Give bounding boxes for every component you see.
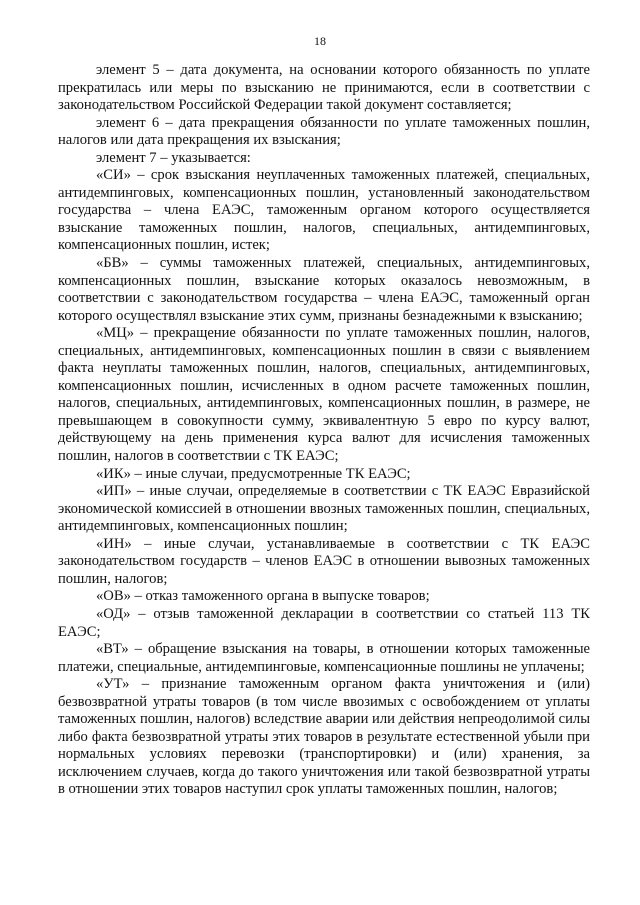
paragraph-element-7: элемент 7 – указывается: — [96, 149, 251, 166]
paragraph-code-ik: «ИК» – иные случаи, предусмотренные ТК ЕАЭС; — [96, 465, 411, 482]
paragraph-code-vt: «ВТ» – обращение взыскания на товары, в отношении которых таможенные платежи, специальные, антидемпинговые, компенсационные пошлины не уплачены; — [58, 641, 590, 675]
paragraph-code-mts: «МЦ» – прекращение обязанности по уплате таможенных пошлин, налогов, специальных, антидемпинговых, компенсационных пошлин в связи с выявлением факта неуплаты таможенных пошлин, налогов, специальных, антидемпинговых, компенсационных пошлин, исчисленных в одном расчете таможенных пошлин, налогов, специальных, антидемпинговых, компенсационных пошлин, в размере, не превышающем в совокупности сумму, эквивалентную 5 евро по курсу валют, действующему на день применения курса валют для исчисления таможенных пошлин, налогов в соответствии с ТК ЕАЭС; — [58, 325, 590, 465]
paragraph-code-od: «ОД» – отзыв таможенной декларации в соответствии со статьей 113 ТК ЕАЭС; — [58, 605, 590, 640]
paragraph-code-bv: «БВ» – суммы таможенных платежей, специальных, антидемпинговых, компенсационных пошлин, взыскание которых оказалось невозможным, в соответствии с законодательством государства – члена ЕАЭС, таможенный орган которого осуществлял взыскание этих сумм, признаны безнадежными к взысканию; — [58, 255, 590, 324]
paragraph-code-ut: «УТ» – признание таможенным органом факта уничтожения и (или) безвозвратной утраты товаров (в том числе ввозимых с освобождением от уплаты таможенных пошлин, налогов) вследствие аварии или действия непреодолимой силы либо факта безвозвратной утраты этих товаров в результате естественной убыли при нормальных условиях перевозки (транспортировки) и (или) хранения, за исключением случаев, когда до такого уничтожения или такой безвозвратной утраты в отношении этих товаров наступил срок уплаты таможенных пошлин, налогов; — [58, 676, 590, 798]
paragraph-code-in: «ИН» – иные случаи, устанавливаемые в соответствии с ТК ЕАЭС законодательством государств – членов ЕАЭС в отношении вывозных таможенных пошлин, налогов; — [58, 535, 590, 587]
paragraph-code-si: «СИ» – срок взыскания неуплаченных таможенных платежей, специальных, антидемпинговых, компенсационных пошлин, установленный законодательством государства – члена ЕАЭС, таможенным органом которого осуществляется взыскание таможенных пошлин, налогов, специальных, антидемпинговых, компенсационных пошлин, истек; — [58, 167, 590, 254]
paragraph-element-6: элемент 6 – дата прекращения обязанности по уплате таможенных пошлин, налогов или дата прекращения их взыскания; — [58, 114, 590, 149]
paragraph-code-ov: «ОВ» – отказ таможенного органа в выпуске товаров; — [96, 588, 430, 605]
document-body — [58, 62, 590, 799]
paragraph-code-ip: «ИП» – иные случаи, определяемые в соответствии с ТК ЕАЭС Евразийской экономической комиссией в отношении ввозных таможенных пошлин, специальных, антидемпинговых, компенсационных пошлин; — [58, 483, 590, 535]
page-number: 18 — [314, 34, 326, 48]
paragraph-element-5: элемент 5 – дата документа, на основании которого обязанность по уплате прекратилась или меры по взысканию не принимаются, если в соответствии с законодательством Российской Федерации такой документ составляется; — [58, 62, 590, 114]
